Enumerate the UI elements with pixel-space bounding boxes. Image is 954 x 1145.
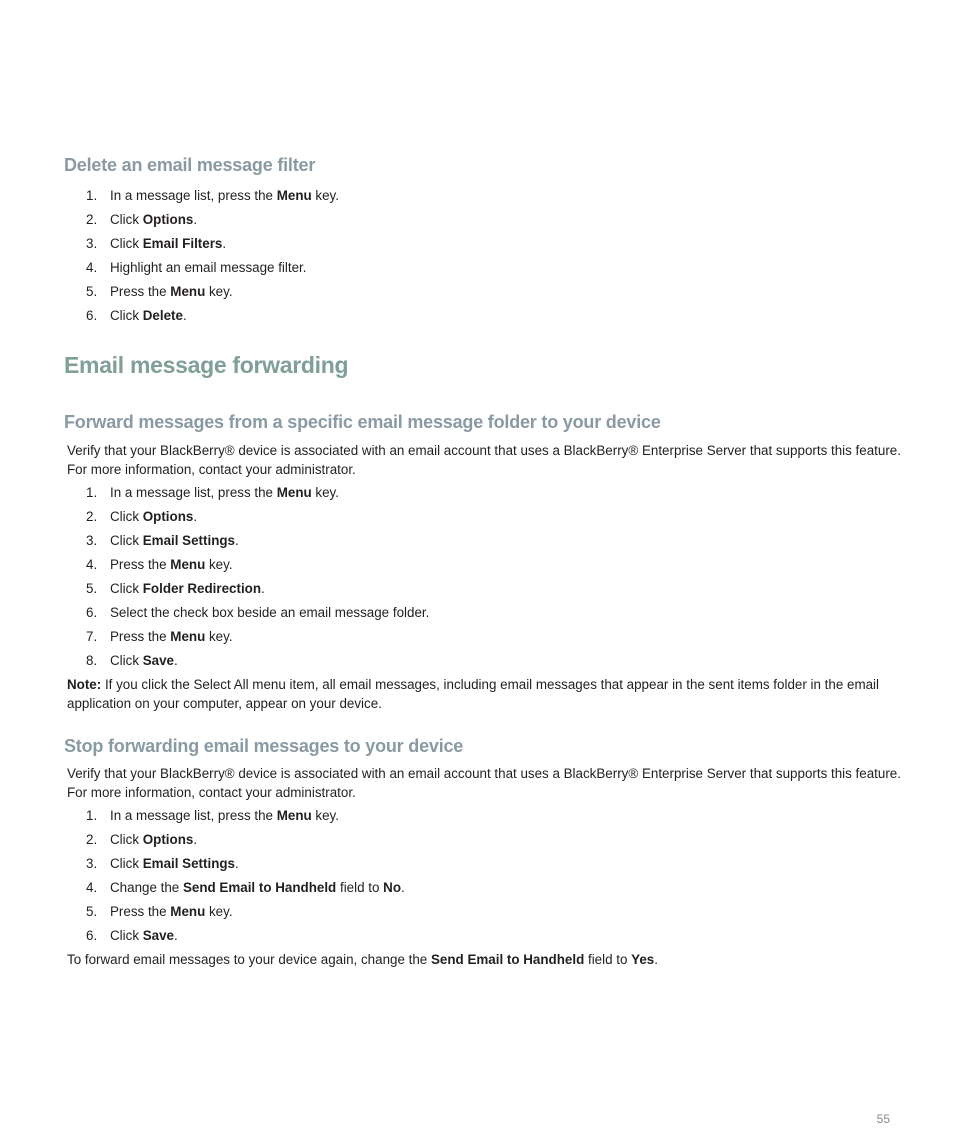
step-number: 1.: [86, 808, 98, 823]
step-number: 6.: [86, 308, 98, 323]
forwarding-heading: Email message forwarding: [64, 352, 349, 378]
text-run: key.: [205, 284, 233, 299]
step-text: [110, 184, 339, 208]
ui-term: Send Email to Handheld: [430, 952, 585, 967]
forward-folder-heading: Forward messages from a specific email message folder to your device: [64, 412, 661, 432]
ui-term: Menu: [276, 808, 312, 823]
step-text: [110, 481, 339, 505]
step-number: 7.: [86, 629, 98, 644]
step-text: [110, 924, 178, 948]
text-run: key.: [311, 808, 339, 823]
step-number: 5.: [86, 581, 98, 596]
text-run: Click: [110, 928, 143, 943]
ui-term: Save: [142, 653, 175, 668]
delete-filter-heading: Delete an email message filter: [64, 155, 316, 175]
text-run: In a message list, press the: [110, 188, 277, 203]
page-number: 55: [876, 1112, 890, 1126]
text-run: Click: [110, 212, 143, 227]
forward-folder-intro: Verify that your BlackBerry® device is associated with an email account that uses a BlackBerry® Enterprise Server that supports this feature. For more information, contact your administrator.: [67, 443, 901, 477]
text-run: Click: [110, 856, 143, 871]
text-run: .: [193, 832, 198, 847]
text-run: .: [235, 533, 239, 548]
step-text: [110, 232, 226, 256]
text-run: Select the check box beside an email message folder.: [110, 605, 430, 620]
step-number: 3.: [86, 533, 98, 548]
step-number: 6.: [86, 928, 98, 943]
ui-term: Save: [142, 928, 175, 943]
step-text: [110, 280, 233, 304]
step-text: [110, 828, 197, 852]
ui-term: Menu: [170, 557, 206, 572]
text-run: .: [193, 212, 198, 227]
step-number: 4.: [86, 260, 98, 275]
note-text: If you click the Select All menu item, all email messages, including email messages that appear in the sent items folder in the email application on your computer, appear on your device.: [67, 677, 879, 711]
text-run: key.: [311, 188, 339, 203]
step-text: [110, 208, 197, 232]
ui-term: Menu: [276, 485, 312, 500]
text-run: Press the: [110, 904, 171, 919]
text-run: Click: [110, 653, 143, 668]
step-text: [110, 529, 239, 553]
ui-term: Yes: [631, 952, 655, 967]
text-run: Click: [110, 509, 143, 524]
text-run: .: [193, 509, 198, 524]
text-run: .: [235, 856, 239, 871]
step-number: 1.: [86, 485, 98, 500]
step-text: [110, 577, 265, 601]
step-number: 3.: [86, 856, 98, 871]
text-run: key.: [205, 904, 233, 919]
ui-term: Email Filters: [142, 236, 223, 251]
step-number: 2.: [86, 212, 98, 227]
stop-forwarding-intro: Verify that your BlackBerry® device is associated with an email account that uses a BlackBerry® Enterprise Server that supports this feature. For more information, contact your administrator.: [67, 766, 901, 800]
step-number: 5.: [86, 284, 98, 299]
text-run: .: [261, 581, 265, 596]
ui-term: Folder Redirection: [142, 581, 262, 596]
text-run: In a message list, press the: [110, 485, 277, 500]
ui-term: Options: [142, 832, 194, 847]
text-run: Change the: [110, 880, 183, 895]
step-number: 3.: [86, 236, 98, 251]
text-run: .: [222, 236, 227, 251]
text-run: In a message list, press the: [110, 808, 277, 823]
text-run: .: [174, 653, 178, 668]
text-run: Click: [110, 236, 143, 251]
text-run: Click: [110, 832, 143, 847]
text-run: Press the: [110, 629, 171, 644]
ui-term: Menu: [170, 284, 206, 299]
text-run: Highlight an email message filter.: [110, 260, 307, 275]
text-run: .: [654, 952, 658, 967]
step-text: [110, 625, 233, 649]
text-run: Press the: [110, 557, 171, 572]
step-number: 2.: [86, 832, 98, 847]
text-run: Press the: [110, 284, 171, 299]
ui-term: No: [383, 880, 402, 895]
text-run: key.: [311, 485, 339, 500]
step-number: 1.: [86, 188, 98, 203]
text-run: .: [174, 928, 178, 943]
step-text: [110, 553, 233, 577]
ui-term: Delete: [142, 308, 183, 323]
text-run: field to: [584, 952, 632, 967]
step-text: [110, 256, 307, 280]
ui-term: Email Settings: [142, 856, 236, 871]
ui-term: Send Email to Handheld: [182, 880, 337, 895]
forward-folder-note: [67, 675, 907, 713]
step-text: [110, 505, 197, 529]
ui-term: Options: [142, 509, 194, 524]
step-number: 6.: [86, 605, 98, 620]
text-run: key.: [205, 629, 233, 644]
step-text: [110, 601, 429, 625]
text-run: To forward email messages to your device again, change the: [67, 952, 431, 967]
step-number: 8.: [86, 653, 98, 668]
note-label: Note:: [67, 677, 102, 692]
step-text: [110, 852, 239, 876]
stop-forwarding-heading: Stop forwarding email messages to your device: [64, 736, 464, 756]
step-text: [110, 649, 178, 673]
text-run: Click: [110, 533, 143, 548]
step-number: 4.: [86, 880, 98, 895]
ui-term: Menu: [276, 188, 312, 203]
step-text: [110, 804, 339, 828]
step-text: [110, 900, 233, 924]
ui-term: Options: [142, 212, 194, 227]
text-run: .: [401, 880, 405, 895]
step-number: 5.: [86, 904, 98, 919]
step-text: [110, 876, 405, 900]
ui-term: Email Settings: [142, 533, 236, 548]
ui-term: Menu: [170, 904, 206, 919]
text-run: Click: [110, 308, 143, 323]
text-run: field to: [336, 880, 384, 895]
text-run: key.: [205, 557, 233, 572]
step-text: [110, 304, 187, 328]
stop-forwarding-outro: [67, 950, 907, 969]
step-number: 4.: [86, 557, 98, 572]
step-number: 2.: [86, 509, 98, 524]
ui-term: Menu: [170, 629, 206, 644]
text-run: .: [182, 308, 187, 323]
text-run: Click: [110, 581, 143, 596]
